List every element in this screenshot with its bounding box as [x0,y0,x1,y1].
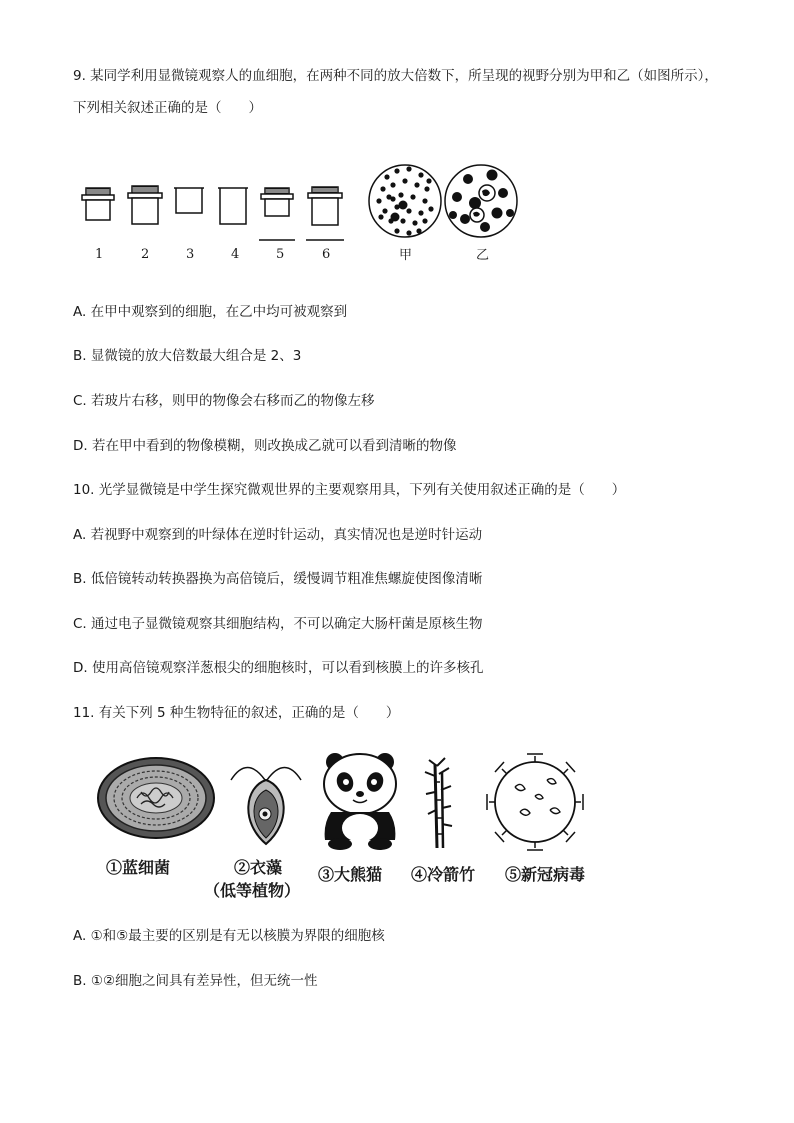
chlamydomonas-image [231,768,301,845]
lens-3 [174,188,204,213]
organism-label-note: （低等植物） [204,881,301,900]
blood-cell-dot [406,166,411,171]
blood-cell-dot [414,182,419,187]
view-label-yi: 乙 [476,248,490,263]
q9-option-c: C. 若玻片右移，则甲的物像会右移而乙的物像左移 [73,393,375,409]
blood-cell-dot [406,208,411,213]
q11-option-a: A. ①和⑤最主要的区别是有无以核膜为界限的细胞核 [73,928,385,944]
blood-cell-dot [426,178,431,183]
view-jia [369,165,441,237]
blood-cell-dot [398,192,403,197]
q9-stem-line2: 下列相关叙述正确的是（ ） [73,100,262,116]
organisms-figure [95,752,615,852]
lens-4 [218,188,248,224]
blood-cell-dot [384,174,389,179]
blood-cell-dot [382,208,387,213]
blood-cell-dot [390,196,395,201]
blood-cell-dot [400,218,405,223]
organism-label-chlamydomonas: ②衣藻 [234,858,283,877]
cyanobacterium-image [98,758,214,838]
lens-label-2: 2 [141,247,150,262]
view-yi [445,165,517,237]
blood-cell-dot [378,214,383,219]
blood-cell-dot [390,182,395,187]
lens-figure [78,180,358,245]
bamboo-image [425,758,452,848]
blood-cell-dot [428,206,433,211]
blood-cell-dot [402,178,407,183]
lens-5 [259,188,295,240]
blood-cell-dot [422,218,427,223]
blood-cell-dot [410,194,415,199]
lens-1 [82,188,114,220]
blood-cell-dot [418,210,423,215]
q10-option-b: B. 低倍镜转动转换器换为高倍镜后，缓慢调节粗准焦螺旋使图像清晰 [73,571,483,587]
blood-cell-dot [380,186,385,191]
q10-option-d: D. 使用高倍镜观察洋葱根尖的细胞核时，可以看到核膜上的许多核孔 [73,660,484,676]
q9-option-b: B. 显微镜的放大倍数最大组合是 2、3 [73,348,302,364]
organism-label-cyanobacterium: ①蓝细菌 [106,858,171,877]
q11-stem: 11. 有关下列 5 种生物特征的叙述，正确的是（ ） [73,705,400,721]
blood-cell-dot [394,168,399,173]
lens-2 [128,186,162,224]
blood-cell-dot [424,186,429,191]
panda-image [324,753,396,850]
organism-label-bamboo: ④冷箭竹 [411,865,476,884]
q9-option-a: A. 在甲中观察到的细胞，在乙中均可被观察到 [73,304,348,320]
lens-6 [306,187,344,240]
field-of-view-figure [365,155,525,245]
q9-option-d: D. 若在甲中看到的物像模糊，则改换成乙就可以看到清晰的物像 [73,438,457,454]
lens-label-3: 3 [186,247,195,262]
coronavirus-image [487,754,583,850]
white-blood-cell [391,213,400,222]
q10-option-c: C. 通过电子显微镜观察其细胞结构，不可以确定大肠杆菌是原核生物 [73,616,483,632]
organism-label-virus: ⑤新冠病毒 [505,865,586,884]
blood-cell-dot [376,198,381,203]
view-label-jia: 甲 [399,248,413,263]
blood-cell-dot [418,172,423,177]
blood-cell-dot [412,220,417,225]
blood-cell-dot [416,228,421,233]
organism-label-panda: ③大熊猫 [318,865,383,884]
q10-stem: 10. 光学显微镜是中学生探究微观世界的主要观察用具，下列有关使用叙述正确的是（ ） [73,482,626,498]
blood-cell-dot [422,198,427,203]
q11-option-b: B. ①②细胞之间具有差异性，但无统一性 [73,973,318,989]
q10-option-a: A. 若视野中观察到的叶绿体在逆时针运动，真实情况也是逆时针运动 [73,527,483,543]
lens-label-1: 1 [95,247,104,262]
white-blood-cell [399,201,408,210]
lens-label-6: 6 [322,247,331,262]
blood-cell-dot [406,230,411,235]
blood-cell-dot [394,228,399,233]
q9-stem-line1: 9. 某同学利用显微镜观察人的血细胞，在两种不同的放大倍数下，所呈现的视野分别为甲和乙（如图所示）， [73,68,718,84]
lens-label-5: 5 [276,247,285,262]
lens-label-4: 4 [231,247,240,262]
